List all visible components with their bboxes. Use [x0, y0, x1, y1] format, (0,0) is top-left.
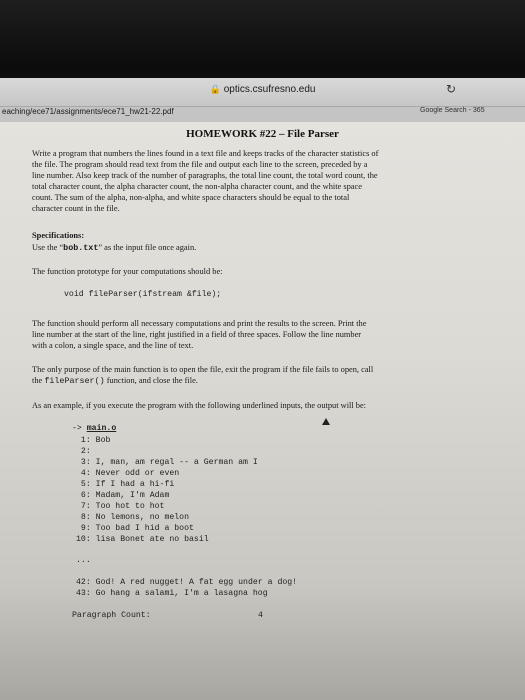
lock-icon: 🔒 — [209, 84, 221, 94]
function-desc-line: The function should perform all necessary computations and print the results to the screen. Print the — [32, 319, 367, 328]
intro-line: total character count, the alpha character count, the non-alpha character count, and the white space — [32, 182, 362, 191]
ellipsis: ... — [76, 556, 91, 565]
main-desc-pre: the — [32, 376, 45, 385]
output-line: 42: God! A red nugget! A fat egg under a dog! — [76, 578, 298, 587]
paragraph-count-label: Paragraph Count: — [72, 611, 151, 620]
intro-line: the file. The program should read text from the file and output each line to the screen, preceded by a — [32, 160, 368, 169]
main-desc-code: fileParser() — [44, 376, 105, 386]
spec-heading: Specifications: — [32, 231, 85, 240]
main-desc-line: The only purpose of the main function is to open the file, exit the program if the file fails to open, call — [32, 365, 374, 374]
output-line: 3: I, man, am regal -- a German am I — [76, 458, 258, 467]
main-description — [32, 364, 472, 387]
intro-line: line number. Also keep track of the number of paragraphs, the total line count, the total word count, the — [32, 171, 378, 180]
reload-icon[interactable]: ↻ — [446, 82, 457, 96]
output-line: 9: Too bad I hid a boot — [76, 524, 194, 533]
output-line: 8: No lemons, no melon — [76, 513, 190, 522]
main-desc-line — [32, 375, 472, 387]
prototype-intro: The function prototype for your computations should be: — [32, 267, 223, 276]
prototype-code: void fileParser(ifstream &file); — [64, 290, 222, 299]
tab-document[interactable]: eaching/ece71/assignments/ece71_hw21-22.pdf — [2, 107, 174, 116]
intro-paragraph — [32, 148, 472, 214]
output-line: 1: Bob — [76, 436, 111, 445]
output-line: 5: If I had a hi-fi — [76, 480, 175, 489]
output-line: 4: Never odd or even — [76, 469, 180, 478]
output-line: 10: lisa Bonet ate no basil — [76, 535, 209, 544]
function-desc-line: with a colon, a single space, and the line of text. — [32, 341, 194, 350]
command-input: main.o — [86, 424, 117, 433]
example-intro: As an example, if you execute the program with the following underlined inputs, the output will be: — [32, 401, 366, 410]
intro-line: Write a program that numbers the lines found in a text file and keeps tracks of the character statistics of — [32, 149, 379, 158]
output-line: 7: Too hot to hot — [76, 502, 165, 511]
intro-line: character count in the file. — [32, 204, 120, 213]
prompt: -> — [72, 424, 82, 433]
function-description — [32, 318, 472, 351]
domain-text: optics.csufresno.edu — [223, 84, 316, 95]
function-desc-line: line number at the start of the line, right justified in a field of three spaces. Follow the line number — [32, 330, 362, 339]
main-desc-post: function, and close the file. — [104, 376, 198, 385]
spec-post: ” as the input file once again. — [98, 243, 197, 252]
paragraph-count-value: 4 — [258, 611, 263, 620]
output-line: 6: Madam, I'm Adam — [76, 491, 170, 500]
mouse-cursor-icon — [322, 418, 330, 425]
spec-filename: bob.txt — [63, 243, 99, 253]
page-title: HOMEWORK #22 – File Parser — [186, 128, 339, 140]
output-line: 2: — [76, 447, 91, 456]
tab-google-search[interactable]: Google Search - 365 — [420, 107, 485, 114]
intro-line: count. The sum of the alpha, non-alpha, and white space characters should be equal to the total — [32, 193, 350, 202]
command-line — [72, 424, 116, 433]
output-line: 43: Go hang a salami, I'm a lasagna hog — [76, 589, 268, 598]
spec-line — [32, 242, 196, 254]
spec-pre: Use the “ — [32, 243, 64, 252]
